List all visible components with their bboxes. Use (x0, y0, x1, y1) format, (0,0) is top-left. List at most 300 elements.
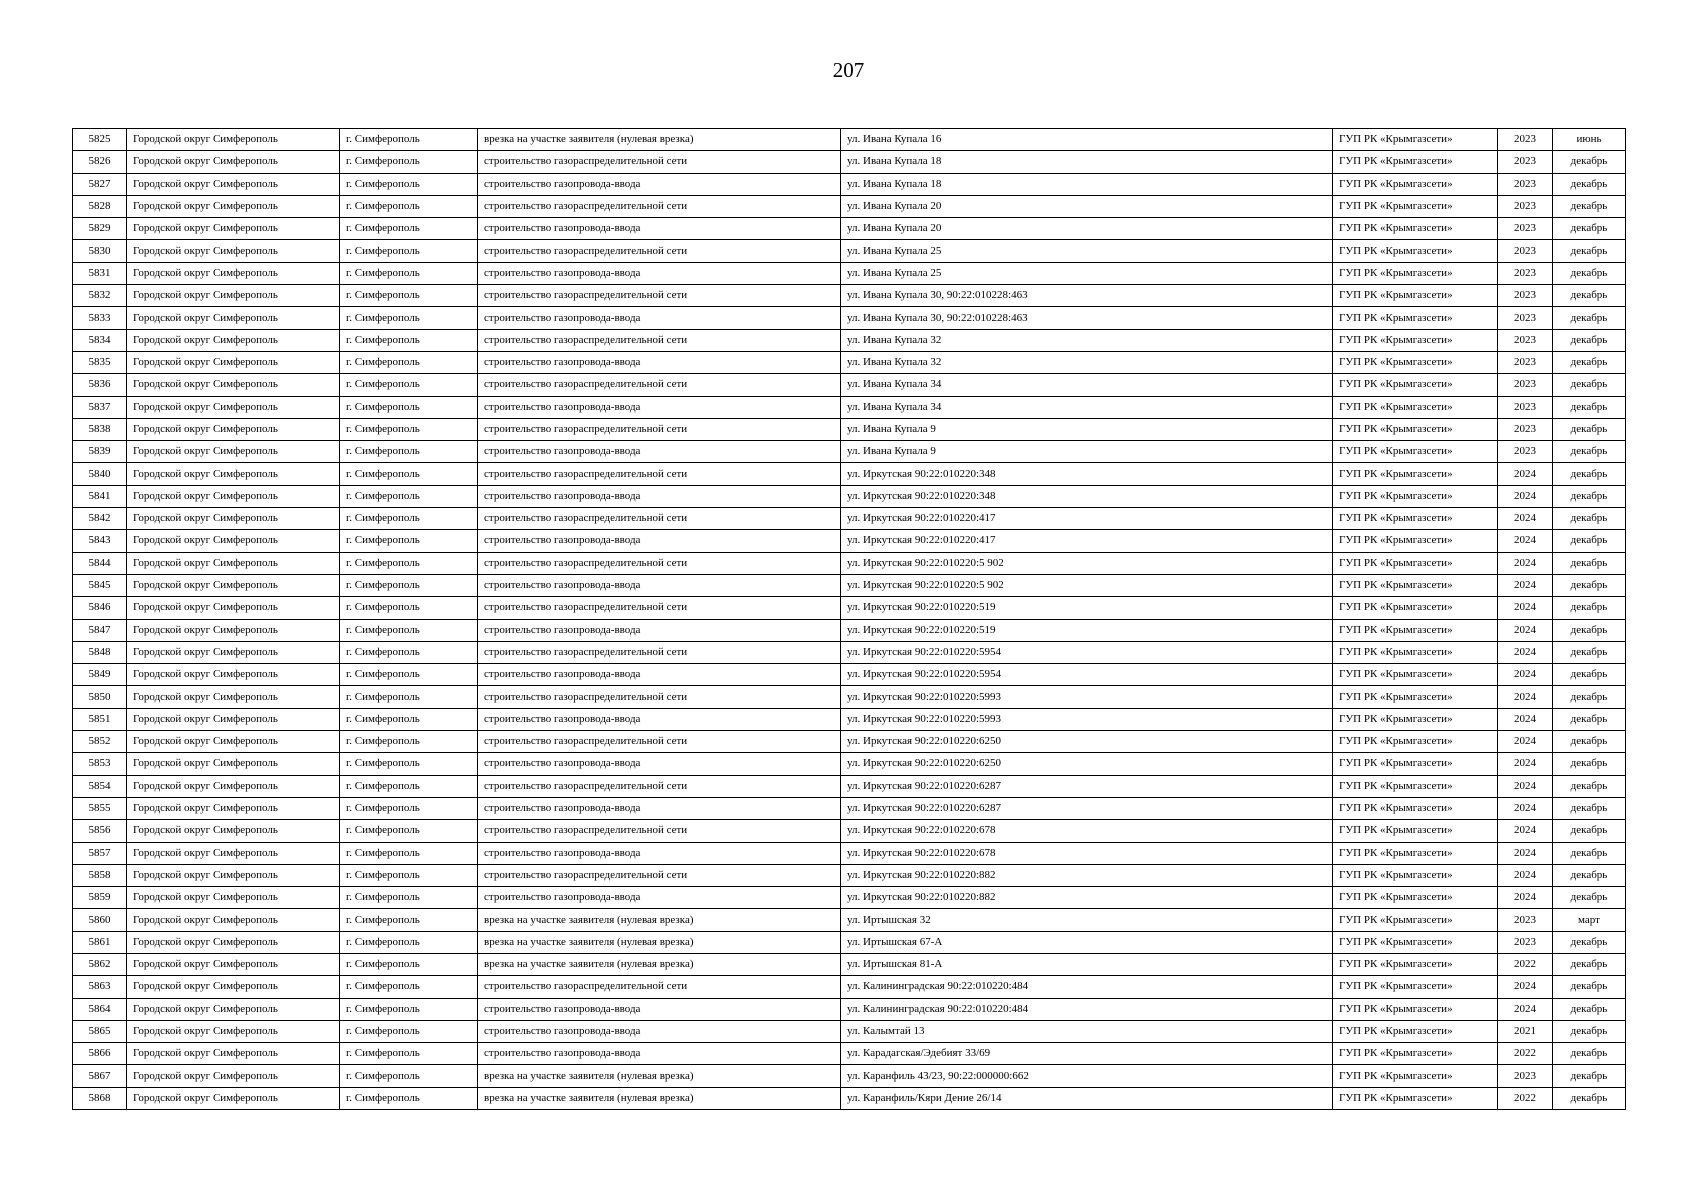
city-cell: г. Симферополь (340, 574, 478, 596)
municipality-cell: Городской округ Симферополь (127, 1043, 340, 1065)
work-type-cell: строительство газораспределительной сети (478, 731, 841, 753)
row-number-cell: 5853 (73, 753, 127, 775)
row-number-cell: 5857 (73, 842, 127, 864)
address-cell: ул. Иркутская 90:22:010220:519 (841, 619, 1333, 641)
address-cell: ул. Каранфиль 43/23, 90:22:000000:662 (841, 1065, 1333, 1087)
row-number-cell: 5860 (73, 909, 127, 931)
work-type-cell: строительство газопровода-ввода (478, 619, 841, 641)
row-number-cell: 5864 (73, 998, 127, 1020)
gasification-table (72, 128, 1626, 1110)
address-cell: ул. Иркутская 90:22:010220:6250 (841, 731, 1333, 753)
municipality-cell: Городской округ Симферополь (127, 463, 340, 485)
work-type-cell: строительство газораспределительной сети (478, 597, 841, 619)
table-row (73, 753, 1626, 775)
table-row (73, 1020, 1626, 1042)
table-row (73, 976, 1626, 998)
year-cell: 2021 (1498, 1020, 1553, 1042)
table-row (73, 953, 1626, 975)
month-cell: декабрь (1553, 195, 1626, 217)
month-cell: декабрь (1553, 931, 1626, 953)
row-number-cell: 5846 (73, 597, 127, 619)
row-number-cell: 5845 (73, 574, 127, 596)
work-type-cell: строительство газопровода-ввода (478, 441, 841, 463)
year-cell: 2024 (1498, 708, 1553, 730)
address-cell: ул. Иркутская 90:22:010220:678 (841, 820, 1333, 842)
municipality-cell: Городской округ Симферополь (127, 574, 340, 596)
organization-cell: ГУП РК «Крымгазсети» (1333, 1065, 1498, 1087)
month-cell: декабрь (1553, 864, 1626, 886)
address-cell: ул. Иркутская 90:22:010220:882 (841, 864, 1333, 886)
organization-cell: ГУП РК «Крымгазсети» (1333, 1087, 1498, 1109)
month-cell: декабрь (1553, 552, 1626, 574)
address-cell: ул. Иркутская 90:22:010220:6287 (841, 797, 1333, 819)
city-cell: г. Симферополь (340, 530, 478, 552)
organization-cell: ГУП РК «Крымгазсети» (1333, 842, 1498, 864)
organization-cell: ГУП РК «Крымгазсети» (1333, 418, 1498, 440)
organization-cell: ГУП РК «Крымгазсети» (1333, 909, 1498, 931)
year-cell: 2023 (1498, 285, 1553, 307)
city-cell: г. Симферополь (340, 351, 478, 373)
city-cell: г. Симферополь (340, 820, 478, 842)
city-cell: г. Симферополь (340, 307, 478, 329)
table-row (73, 641, 1626, 663)
municipality-cell: Городской округ Симферополь (127, 953, 340, 975)
address-cell: ул. Калининградская 90:22:010220:484 (841, 998, 1333, 1020)
work-type-cell: строительство газораспределительной сети (478, 552, 841, 574)
municipality-cell: Городской округ Симферополь (127, 195, 340, 217)
month-cell: март (1553, 909, 1626, 931)
row-number-cell: 5839 (73, 441, 127, 463)
city-cell: г. Симферополь (340, 374, 478, 396)
city-cell: г. Симферополь (340, 151, 478, 173)
organization-cell: ГУП РК «Крымгазсети» (1333, 240, 1498, 262)
address-cell: ул. Ивана Купала 34 (841, 396, 1333, 418)
work-type-cell: строительство газораспределительной сети (478, 151, 841, 173)
organization-cell: ГУП РК «Крымгазсети» (1333, 597, 1498, 619)
municipality-cell: Городской округ Симферополь (127, 485, 340, 507)
year-cell: 2023 (1498, 418, 1553, 440)
organization-cell: ГУП РК «Крымгазсети» (1333, 797, 1498, 819)
year-cell: 2023 (1498, 307, 1553, 329)
city-cell: г. Симферополь (340, 1065, 478, 1087)
municipality-cell: Городской округ Симферополь (127, 775, 340, 797)
table-row (73, 240, 1626, 262)
row-number-cell: 5844 (73, 552, 127, 574)
table-row (73, 909, 1626, 931)
city-cell: г. Симферополь (340, 931, 478, 953)
organization-cell: ГУП РК «Крымгазсети» (1333, 374, 1498, 396)
municipality-cell: Городской округ Симферополь (127, 329, 340, 351)
row-number-cell: 5830 (73, 240, 127, 262)
table-row (73, 797, 1626, 819)
municipality-cell: Городской округ Симферополь (127, 262, 340, 284)
work-type-cell: строительство газопровода-ввода (478, 708, 841, 730)
municipality-cell: Городской округ Симферополь (127, 998, 340, 1020)
year-cell: 2023 (1498, 195, 1553, 217)
table-row (73, 508, 1626, 530)
row-number-cell: 5858 (73, 864, 127, 886)
municipality-cell: Городской округ Симферополь (127, 418, 340, 440)
year-cell: 2023 (1498, 351, 1553, 373)
organization-cell: ГУП РК «Крымгазсети» (1333, 307, 1498, 329)
work-type-cell: строительство газораспределительной сети (478, 508, 841, 530)
month-cell: декабрь (1553, 797, 1626, 819)
year-cell: 2024 (1498, 574, 1553, 596)
municipality-cell: Городской округ Симферополь (127, 641, 340, 663)
organization-cell: ГУП РК «Крымгазсети» (1333, 195, 1498, 217)
city-cell: г. Симферополь (340, 909, 478, 931)
row-number-cell: 5852 (73, 731, 127, 753)
row-number-cell: 5834 (73, 329, 127, 351)
work-type-cell: строительство газопровода-ввода (478, 173, 841, 195)
year-cell: 2023 (1498, 329, 1553, 351)
year-cell: 2022 (1498, 1087, 1553, 1109)
work-type-cell: врезка на участке заявителя (нулевая врезка) (478, 1087, 841, 1109)
year-cell: 2024 (1498, 887, 1553, 909)
year-cell: 2024 (1498, 842, 1553, 864)
city-cell: г. Симферополь (340, 753, 478, 775)
row-number-cell: 5832 (73, 285, 127, 307)
city-cell: г. Симферополь (340, 218, 478, 240)
address-cell: ул. Ивана Купала 20 (841, 195, 1333, 217)
row-number-cell: 5855 (73, 797, 127, 819)
month-cell: декабрь (1553, 708, 1626, 730)
work-type-cell: врезка на участке заявителя (нулевая врезка) (478, 909, 841, 931)
work-type-cell: строительство газопровода-ввода (478, 1020, 841, 1042)
work-type-cell: строительство газораспределительной сети (478, 418, 841, 440)
work-type-cell: строительство газопровода-ввода (478, 664, 841, 686)
address-cell: ул. Ивана Купала 18 (841, 173, 1333, 195)
address-cell: ул. Иркутская 90:22:010220:5954 (841, 641, 1333, 663)
address-cell: ул. Ивана Купала 32 (841, 329, 1333, 351)
address-cell: ул. Ивана Купала 30, 90:22:010228:463 (841, 307, 1333, 329)
municipality-cell: Городской округ Симферополь (127, 619, 340, 641)
city-cell: г. Симферополь (340, 240, 478, 262)
table-row (73, 619, 1626, 641)
month-cell: декабрь (1553, 218, 1626, 240)
page-number: 207 (832, 58, 865, 82)
municipality-cell: Городской округ Симферополь (127, 842, 340, 864)
work-type-cell: строительство газораспределительной сети (478, 329, 841, 351)
work-type-cell: строительство газораспределительной сети (478, 775, 841, 797)
city-cell: г. Симферополь (340, 396, 478, 418)
work-type-cell: строительство газопровода-ввода (478, 351, 841, 373)
work-type-cell: строительство газораспределительной сети (478, 686, 841, 708)
organization-cell: ГУП РК «Крымгазсети» (1333, 953, 1498, 975)
row-number-cell: 5847 (73, 619, 127, 641)
table-row (73, 173, 1626, 195)
year-cell: 2024 (1498, 552, 1553, 574)
year-cell: 2024 (1498, 664, 1553, 686)
city-cell: г. Симферополь (340, 887, 478, 909)
table-row (73, 418, 1626, 440)
work-type-cell: строительство газораспределительной сети (478, 240, 841, 262)
month-cell: декабрь (1553, 976, 1626, 998)
year-cell: 2023 (1498, 262, 1553, 284)
month-cell: декабрь (1553, 307, 1626, 329)
table-row (73, 307, 1626, 329)
row-number-cell: 5833 (73, 307, 127, 329)
city-cell: г. Симферополь (340, 686, 478, 708)
city-cell: г. Симферополь (340, 418, 478, 440)
work-type-cell: строительство газораспределительной сети (478, 374, 841, 396)
organization-cell: ГУП РК «Крымгазсети» (1333, 864, 1498, 886)
work-type-cell: строительство газопровода-ввода (478, 998, 841, 1020)
municipality-cell: Городской округ Симферополь (127, 1087, 340, 1109)
table-row (73, 775, 1626, 797)
address-cell: ул. Калининградская 90:22:010220:484 (841, 976, 1333, 998)
row-number-cell: 5831 (73, 262, 127, 284)
municipality-cell: Городской округ Симферополь (127, 218, 340, 240)
month-cell: декабрь (1553, 775, 1626, 797)
month-cell: декабрь (1553, 351, 1626, 373)
month-cell: декабрь (1553, 485, 1626, 507)
row-number-cell: 5835 (73, 351, 127, 373)
address-cell: ул. Иркутская 90:22:010220:6287 (841, 775, 1333, 797)
municipality-cell: Городской округ Симферополь (127, 508, 340, 530)
city-cell: г. Симферополь (340, 1043, 478, 1065)
month-cell: декабрь (1553, 842, 1626, 864)
city-cell: г. Симферополь (340, 1020, 478, 1042)
table-row (73, 931, 1626, 953)
city-cell: г. Симферополь (340, 463, 478, 485)
municipality-cell: Городской округ Симферополь (127, 173, 340, 195)
city-cell: г. Симферополь (340, 552, 478, 574)
municipality-cell: Городской округ Симферополь (127, 374, 340, 396)
year-cell: 2024 (1498, 731, 1553, 753)
table-row (73, 708, 1626, 730)
month-cell: декабрь (1553, 262, 1626, 284)
row-number-cell: 5843 (73, 530, 127, 552)
month-cell: декабрь (1553, 1043, 1626, 1065)
address-cell: ул. Иркутская 90:22:010220:5993 (841, 708, 1333, 730)
municipality-cell: Городской округ Симферополь (127, 552, 340, 574)
month-cell: декабрь (1553, 1020, 1626, 1042)
municipality-cell: Городской округ Симферополь (127, 797, 340, 819)
month-cell: декабрь (1553, 953, 1626, 975)
month-cell: декабрь (1553, 753, 1626, 775)
table-row (73, 129, 1626, 151)
work-type-cell: строительство газораспределительной сети (478, 641, 841, 663)
municipality-cell: Городской округ Симферополь (127, 820, 340, 842)
month-cell: декабрь (1553, 240, 1626, 262)
month-cell: декабрь (1553, 998, 1626, 1020)
row-number-cell: 5866 (73, 1043, 127, 1065)
row-number-cell: 5848 (73, 641, 127, 663)
table-row (73, 441, 1626, 463)
month-cell: декабрь (1553, 374, 1626, 396)
year-cell: 2024 (1498, 530, 1553, 552)
organization-cell: ГУП РК «Крымгазсети» (1333, 441, 1498, 463)
year-cell: 2024 (1498, 775, 1553, 797)
municipality-cell: Городской округ Симферополь (127, 664, 340, 686)
work-type-cell: врезка на участке заявителя (нулевая врезка) (478, 129, 841, 151)
table-row (73, 530, 1626, 552)
municipality-cell: Городской округ Симферополь (127, 441, 340, 463)
work-type-cell: строительство газопровода-ввода (478, 262, 841, 284)
organization-cell: ГУП РК «Крымгазсети» (1333, 508, 1498, 530)
work-type-cell: строительство газораспределительной сети (478, 820, 841, 842)
row-number-cell: 5865 (73, 1020, 127, 1042)
row-number-cell: 5837 (73, 396, 127, 418)
work-type-cell: врезка на участке заявителя (нулевая врезка) (478, 931, 841, 953)
organization-cell: ГУП РК «Крымгазсети» (1333, 351, 1498, 373)
city-cell: г. Симферополь (340, 129, 478, 151)
municipality-cell: Городской округ Симферополь (127, 530, 340, 552)
table-row (73, 151, 1626, 173)
organization-cell: ГУП РК «Крымгазсети» (1333, 218, 1498, 240)
organization-cell: ГУП РК «Крымгазсети» (1333, 285, 1498, 307)
address-cell: ул. Калымтай 13 (841, 1020, 1333, 1042)
city-cell: г. Симферополь (340, 262, 478, 284)
work-type-cell: строительство газопровода-ввода (478, 485, 841, 507)
month-cell: декабрь (1553, 441, 1626, 463)
address-cell: ул. Иркутская 90:22:010220:882 (841, 887, 1333, 909)
table-row (73, 574, 1626, 596)
organization-cell: ГУП РК «Крымгазсети» (1333, 708, 1498, 730)
organization-cell: ГУП РК «Крымгазсети» (1333, 129, 1498, 151)
city-cell: г. Симферополь (340, 485, 478, 507)
address-cell: ул. Иркутская 90:22:010220:5 902 (841, 574, 1333, 596)
address-cell: ул. Иркутская 90:22:010220:5993 (841, 686, 1333, 708)
work-type-cell: строительство газораспределительной сети (478, 976, 841, 998)
address-cell: ул. Ивана Купала 32 (841, 351, 1333, 373)
address-cell: ул. Иркутская 90:22:010220:5954 (841, 664, 1333, 686)
city-cell: г. Симферополь (340, 619, 478, 641)
year-cell: 2023 (1498, 909, 1553, 931)
municipality-cell: Городской округ Симферополь (127, 731, 340, 753)
address-cell: ул. Иркутская 90:22:010220:348 (841, 485, 1333, 507)
year-cell: 2022 (1498, 1043, 1553, 1065)
table-row (73, 864, 1626, 886)
year-cell: 2024 (1498, 820, 1553, 842)
address-cell: ул. Ивана Купала 9 (841, 441, 1333, 463)
address-cell: ул. Иркутская 90:22:010220:519 (841, 597, 1333, 619)
month-cell: декабрь (1553, 508, 1626, 530)
year-cell: 2024 (1498, 619, 1553, 641)
organization-cell: ГУП РК «Крымгазсети» (1333, 485, 1498, 507)
month-cell: июнь (1553, 129, 1626, 151)
organization-cell: ГУП РК «Крымгазсети» (1333, 396, 1498, 418)
organization-cell: ГУП РК «Крымгазсети» (1333, 329, 1498, 351)
address-cell: ул. Ивана Купала 16 (841, 129, 1333, 151)
work-type-cell: строительство газопровода-ввода (478, 797, 841, 819)
organization-cell: ГУП РК «Крымгазсети» (1333, 1020, 1498, 1042)
address-cell: ул. Иркутская 90:22:010220:417 (841, 508, 1333, 530)
row-number-cell: 5851 (73, 708, 127, 730)
year-cell: 2024 (1498, 597, 1553, 619)
month-cell: декабрь (1553, 530, 1626, 552)
address-cell: ул. Иркутская 90:22:010220:678 (841, 842, 1333, 864)
table-row (73, 597, 1626, 619)
organization-cell: ГУП РК «Крымгазсети» (1333, 820, 1498, 842)
table-row (73, 552, 1626, 574)
row-number-cell: 5850 (73, 686, 127, 708)
month-cell: декабрь (1553, 574, 1626, 596)
organization-cell: ГУП РК «Крымгазсети» (1333, 574, 1498, 596)
address-cell: ул. Иркутская 90:22:010220:348 (841, 463, 1333, 485)
month-cell: декабрь (1553, 820, 1626, 842)
organization-cell: ГУП РК «Крымгазсети» (1333, 262, 1498, 284)
table-row (73, 195, 1626, 217)
city-cell: г. Симферополь (340, 797, 478, 819)
city-cell: г. Симферополь (340, 641, 478, 663)
year-cell: 2023 (1498, 151, 1553, 173)
city-cell: г. Симферополь (340, 775, 478, 797)
organization-cell: ГУП РК «Крымгазсети» (1333, 552, 1498, 574)
address-cell: ул. Ивана Купала 9 (841, 418, 1333, 440)
address-cell: ул. Иркутская 90:22:010220:6250 (841, 753, 1333, 775)
month-cell: декабрь (1553, 173, 1626, 195)
row-number-cell: 5840 (73, 463, 127, 485)
city-cell: г. Симферополь (340, 508, 478, 530)
city-cell: г. Симферополь (340, 1087, 478, 1109)
year-cell: 2023 (1498, 240, 1553, 262)
row-number-cell: 5867 (73, 1065, 127, 1087)
municipality-cell: Городской округ Симферополь (127, 1065, 340, 1087)
year-cell: 2023 (1498, 1065, 1553, 1087)
municipality-cell: Городской округ Симферополь (127, 887, 340, 909)
row-number-cell: 5856 (73, 820, 127, 842)
year-cell: 2023 (1498, 129, 1553, 151)
address-cell: ул. Ивана Купала 25 (841, 262, 1333, 284)
work-type-cell: строительство газопровода-ввода (478, 574, 841, 596)
month-cell: декабрь (1553, 396, 1626, 418)
organization-cell: ГУП РК «Крымгазсети» (1333, 887, 1498, 909)
municipality-cell: Городской округ Симферополь (127, 708, 340, 730)
city-cell: г. Симферополь (340, 664, 478, 686)
year-cell: 2023 (1498, 441, 1553, 463)
organization-cell: ГУП РК «Крымгазсети» (1333, 775, 1498, 797)
year-cell: 2024 (1498, 753, 1553, 775)
table-row (73, 374, 1626, 396)
row-number-cell: 5862 (73, 953, 127, 975)
work-type-cell: строительство газораспределительной сети (478, 864, 841, 886)
table-row (73, 1087, 1626, 1109)
municipality-cell: Городской округ Симферополь (127, 753, 340, 775)
organization-cell: ГУП РК «Крымгазсети» (1333, 173, 1498, 195)
year-cell: 2023 (1498, 218, 1553, 240)
row-number-cell: 5829 (73, 218, 127, 240)
address-cell: ул. Ивана Купала 30, 90:22:010228:463 (841, 285, 1333, 307)
address-cell: ул. Иртышская 67-А (841, 931, 1333, 953)
municipality-cell: Городской округ Симферополь (127, 976, 340, 998)
city-cell: г. Симферополь (340, 285, 478, 307)
municipality-cell: Городской округ Симферополь (127, 1020, 340, 1042)
month-cell: декабрь (1553, 463, 1626, 485)
municipality-cell: Городской округ Симферополь (127, 129, 340, 151)
organization-cell: ГУП РК «Крымгазсети» (1333, 998, 1498, 1020)
address-cell: ул. Ивана Купала 25 (841, 240, 1333, 262)
organization-cell: ГУП РК «Крымгазсети» (1333, 530, 1498, 552)
work-type-cell: строительство газопровода-ввода (478, 887, 841, 909)
municipality-cell: Городской округ Симферополь (127, 351, 340, 373)
city-cell: г. Симферополь (340, 441, 478, 463)
year-cell: 2024 (1498, 686, 1553, 708)
address-cell: ул. Ивана Купала 18 (841, 151, 1333, 173)
city-cell: г. Симферополь (340, 976, 478, 998)
table-row (73, 1065, 1626, 1087)
city-cell: г. Симферополь (340, 842, 478, 864)
table-row (73, 262, 1626, 284)
city-cell: г. Симферополь (340, 864, 478, 886)
row-number-cell: 5827 (73, 173, 127, 195)
municipality-cell: Городской округ Симферополь (127, 307, 340, 329)
month-cell: декабрь (1553, 641, 1626, 663)
table-row (73, 998, 1626, 1020)
city-cell: г. Симферополь (340, 998, 478, 1020)
table-row (73, 887, 1626, 909)
